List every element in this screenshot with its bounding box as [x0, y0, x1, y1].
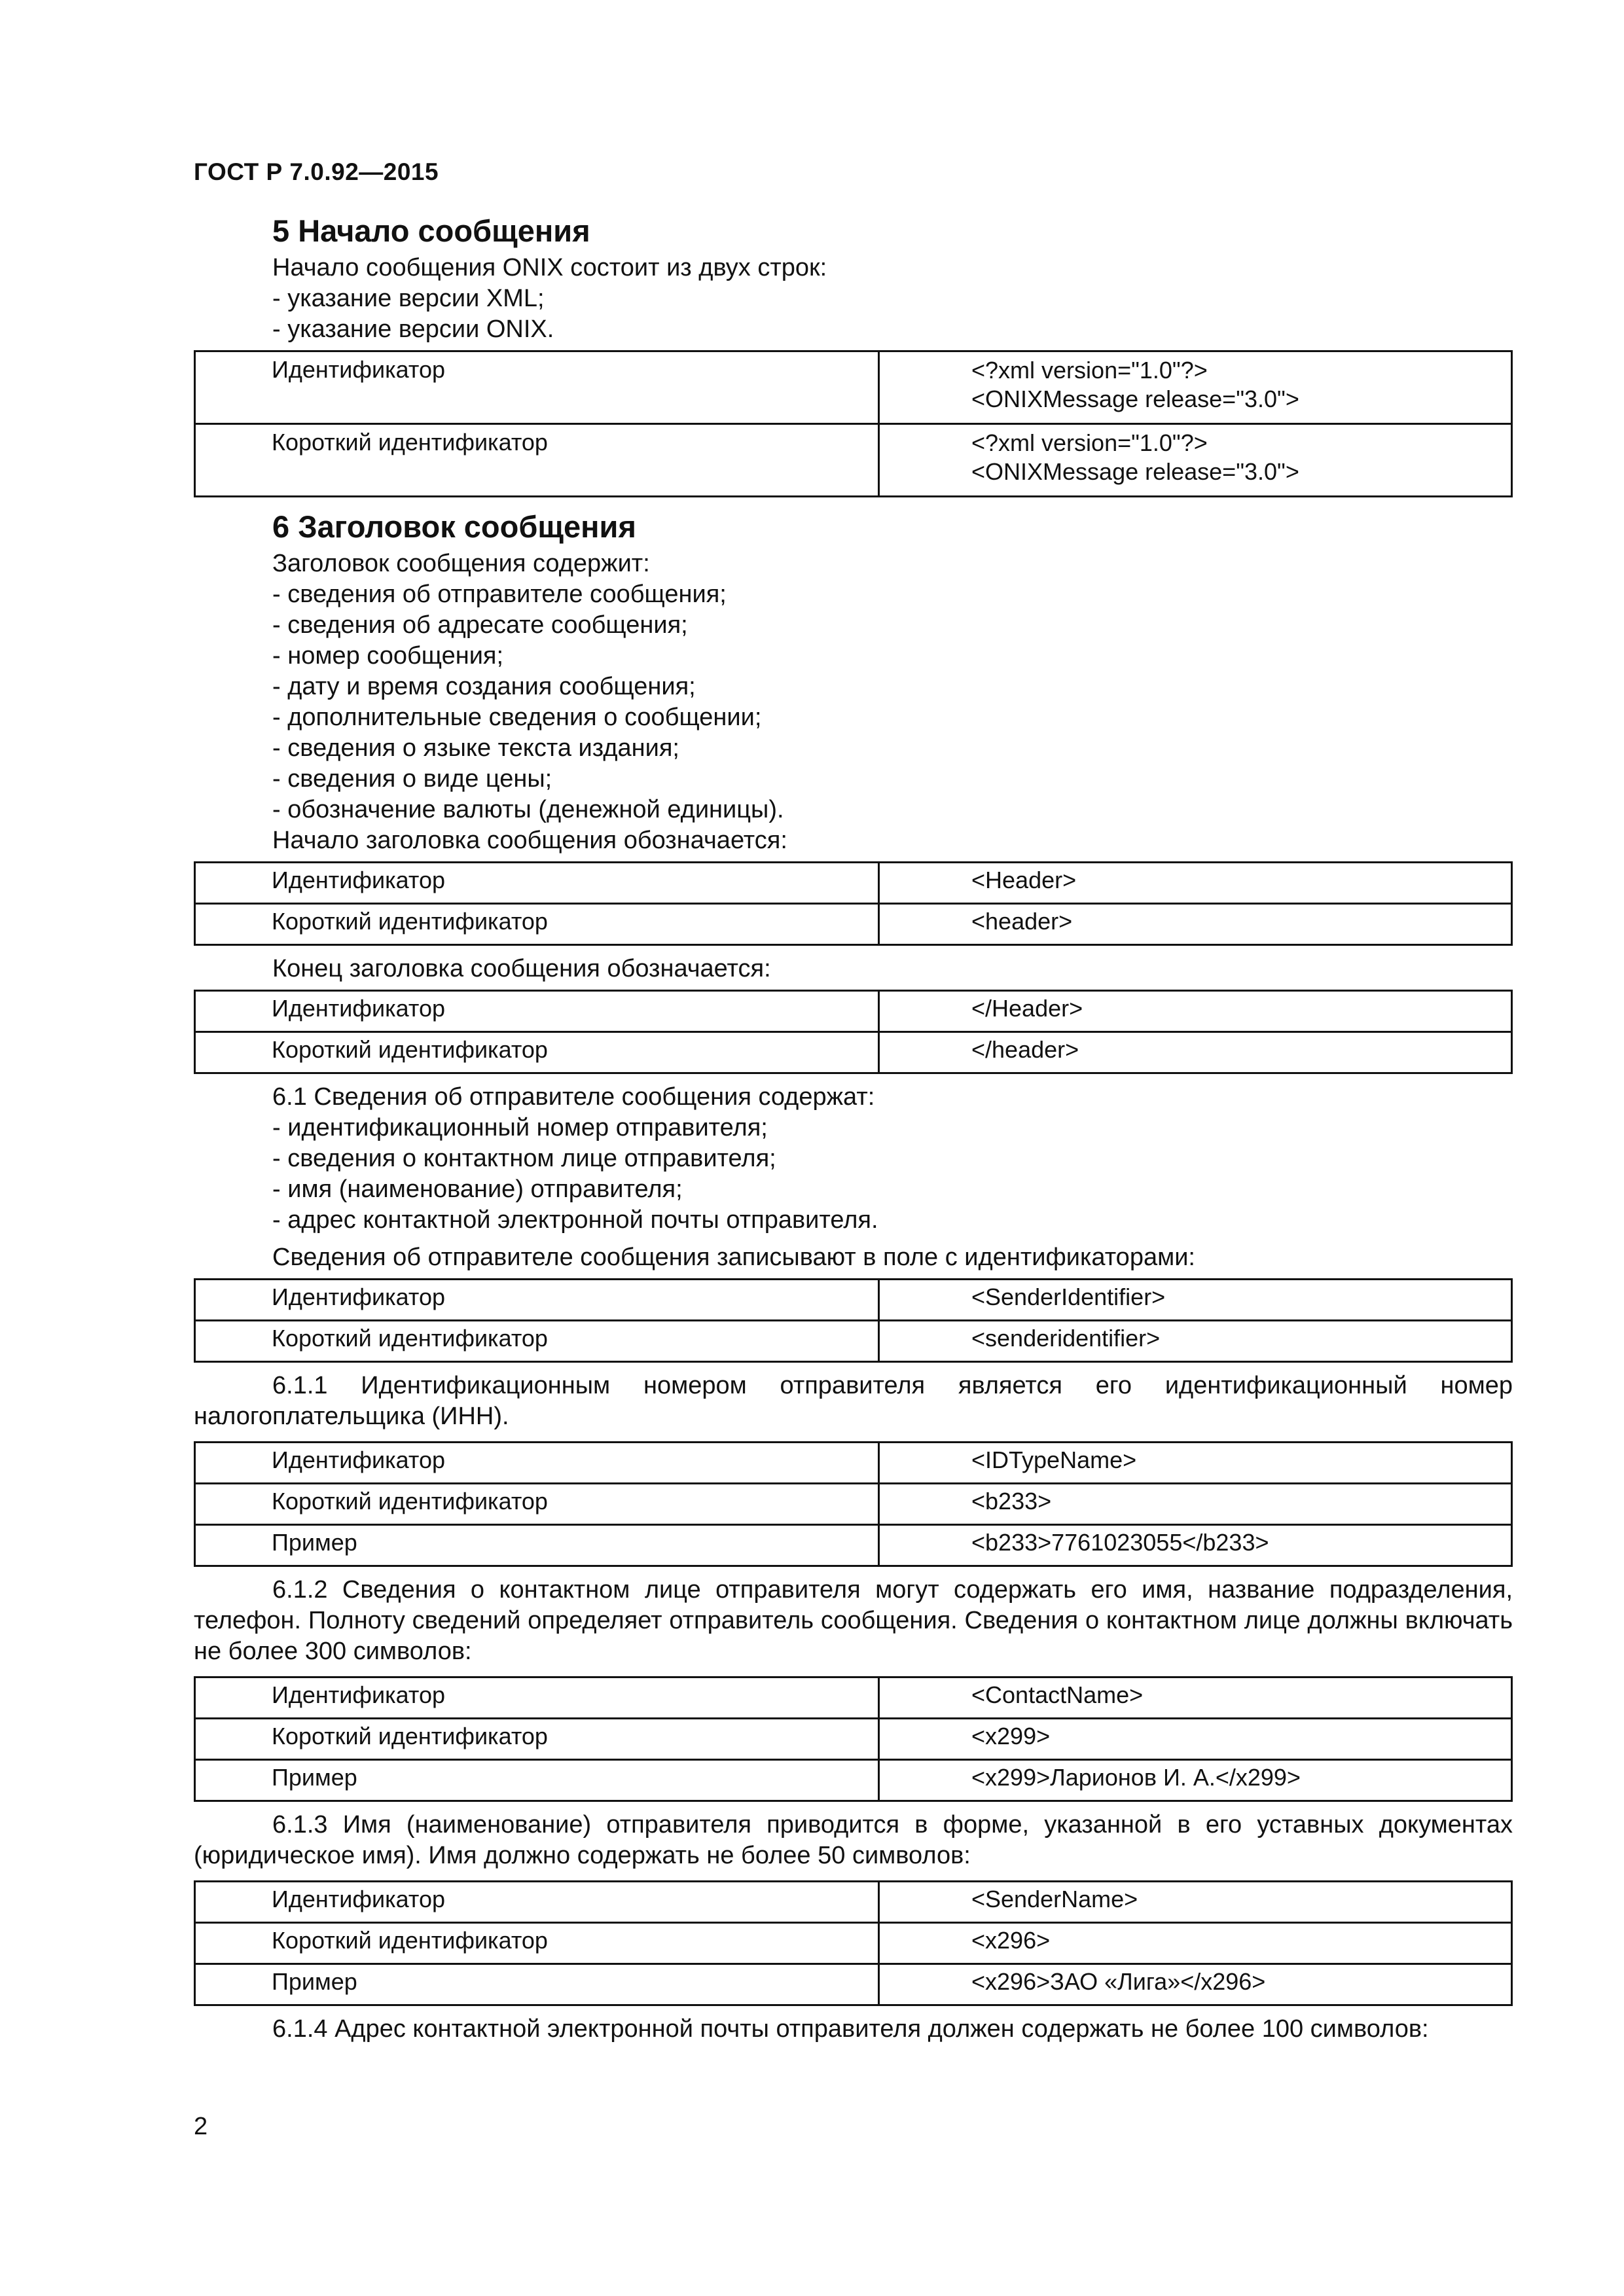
- table-cell-value: <x296>: [879, 1923, 1512, 1964]
- onix-message-tag: <ONIXMessage release="3.0">: [971, 458, 1299, 485]
- section-5-table: [194, 350, 1513, 497]
- table-cell-label: Пример: [195, 1760, 879, 1801]
- table-cell-label: Короткий идентификатор: [195, 1484, 879, 1525]
- section-6-1-intro: 6.1 Сведения об отправителе сообщения содержат:: [272, 1083, 875, 1111]
- table-cell-label: Короткий идентификатор: [195, 424, 879, 497]
- table-cell-value: <b233>7761023055</b233>: [879, 1525, 1512, 1566]
- table-cell-label: Идентификатор: [195, 1280, 879, 1321]
- table-cell-label: Идентификатор: [195, 1677, 879, 1719]
- table-cell-value: <SenderName>: [879, 1882, 1512, 1923]
- table-cell-value: <senderidentifier>: [879, 1321, 1512, 1362]
- table-cell-label: Короткий идентификатор: [195, 1321, 879, 1362]
- table-row: [195, 1484, 1512, 1525]
- table-row: [195, 1280, 1512, 1321]
- sender-fields-label: Сведения об отправителе сообщения записывают в поле с идентификаторами:: [272, 1244, 1195, 1271]
- table-cell-label: Идентификатор: [195, 991, 879, 1032]
- header-start-label: Начало заголовка сообщения обозначается:: [272, 827, 787, 854]
- table-row: [195, 1525, 1512, 1566]
- section-6-1-1-text: 6.1.1 Идентификационным номером отправителя является его идентификационный номер налогоплательщика (ИНН).: [194, 1372, 1513, 1430]
- section-6-intro: Заголовок сообщения содержит:: [272, 550, 650, 577]
- table-cell-value: <x299>Ларионов И. А.</x299>: [879, 1760, 1512, 1801]
- table-row: [195, 1964, 1512, 2005]
- table-cell-value: <b233>: [879, 1484, 1512, 1525]
- table-row: [195, 424, 1512, 497]
- table-row: [195, 1677, 1512, 1719]
- table-cell-label: Короткий идентификатор: [195, 1923, 879, 1964]
- table-cell-label: Пример: [195, 1964, 879, 2005]
- table-cell-value: <Header>: [879, 863, 1512, 904]
- table-cell-value: <IDTypeName>: [879, 1443, 1512, 1484]
- list-item: - сведения об адресате сообщения;: [272, 611, 688, 639]
- list-item: - сведения о контактном лице отправителя;: [272, 1145, 776, 1172]
- header-end-table: [194, 990, 1513, 1074]
- list-item: - сведения о языке текста издания;: [272, 734, 679, 762]
- table-cell-value: <x296>ЗАО «Лига»</x296>: [879, 1964, 1512, 2005]
- header-end-label: Конец заголовка сообщения обозначается:: [272, 955, 771, 982]
- section-6-1-3-text: 6.1.3 Имя (наименование) отправителя приводится в форме, указанной в его уставных документах (юридическое имя). Имя должно содержать не более 50 символов:: [194, 1811, 1513, 1869]
- table-cell-label: Идентификатор: [195, 1882, 879, 1923]
- section-6-1-2-text: 6.1.2 Сведения о контактном лице отправителя могут содержать его имя, название подразделения, телефон. Полноту сведений определяет отправитель сообщения. Сведения о контактном лице должны включать не более 300 символов:: [194, 1576, 1513, 1665]
- table-cell-value: <header>: [879, 904, 1512, 945]
- list-item: - дату и время создания сообщения;: [272, 673, 696, 700]
- sendername-table: [194, 1880, 1513, 2006]
- list-item: - указание версии ONIX.: [272, 315, 554, 343]
- table-cell-label: Короткий идентификатор: [195, 1719, 879, 1760]
- list-item: - идентификационный номер отправителя;: [272, 1114, 768, 1141]
- list-item: - обозначение валюты (денежной единицы).: [272, 796, 784, 823]
- table-cell-value: <x299>: [879, 1719, 1512, 1760]
- page-number: 2: [194, 2113, 208, 2140]
- list-item: - сведения о виде цены;: [272, 765, 552, 793]
- section-5-title: 5 Начало сообщения: [272, 213, 590, 248]
- xml-declaration: <?xml version="1.0"?>: [971, 357, 1208, 384]
- list-item: - имя (наименование) отправителя;: [272, 1175, 683, 1203]
- section-6-1-4-text: 6.1.4 Адрес контактной электронной почты отправителя должен содержать не более 100 символов:: [272, 2015, 1429, 2043]
- table-cell-label: Короткий идентификатор: [195, 904, 879, 945]
- table-row: [195, 1443, 1512, 1484]
- table-row: [195, 1760, 1512, 1801]
- xml-declaration: <?xml version="1.0"?>: [971, 429, 1208, 456]
- table-cell-label: Короткий идентификатор: [195, 1032, 879, 1073]
- section-5-intro: Начало сообщения ONIX состоит из двух строк:: [272, 254, 827, 281]
- contactname-table: [194, 1676, 1513, 1802]
- table-cell-value: </header>: [879, 1032, 1512, 1073]
- idtypename-table: [194, 1441, 1513, 1567]
- table-row: [195, 1032, 1512, 1073]
- table-row: [195, 904, 1512, 945]
- section-5: [194, 209, 1513, 345]
- table-row: [195, 1321, 1512, 1362]
- section-6: [194, 505, 1513, 856]
- table-cell-label: Идентификатор: [195, 351, 879, 424]
- table-row: [195, 1923, 1512, 1964]
- table-row: [195, 991, 1512, 1032]
- table-cell-label: Идентификатор: [195, 1443, 879, 1484]
- list-item: - сведения об отправителе сообщения;: [272, 581, 727, 608]
- onix-message-tag: <ONIXMessage release="3.0">: [971, 386, 1299, 412]
- table-cell-label: Идентификатор: [195, 863, 879, 904]
- table-cell-value: [879, 424, 1512, 497]
- table-cell-label: Пример: [195, 1525, 879, 1566]
- table-row: [195, 1882, 1512, 1923]
- section-6-1: [194, 1082, 1513, 1273]
- table-cell-value: <ContactName>: [879, 1677, 1512, 1719]
- document-header: ГОСТ Р 7.0.92—2015: [194, 158, 439, 185]
- table-row: [195, 863, 1512, 904]
- section-6-title: 6 Заголовок сообщения: [272, 509, 636, 544]
- table-row: [195, 1719, 1512, 1760]
- list-item: - дополнительные сведения о сообщении;: [272, 704, 762, 731]
- table-row: [195, 351, 1512, 424]
- list-item: - адрес контактной электронной почты отправителя.: [272, 1206, 878, 1234]
- table-cell-value: </Header>: [879, 991, 1512, 1032]
- list-item: - указание версии XML;: [272, 285, 545, 312]
- table-cell-value: <SenderIdentifier>: [879, 1280, 1512, 1321]
- sender-identifier-table: [194, 1278, 1513, 1363]
- header-start-table: [194, 861, 1513, 946]
- table-cell-value: [879, 351, 1512, 424]
- document-body: [194, 209, 1513, 2054]
- list-item: - номер сообщения;: [272, 642, 504, 670]
